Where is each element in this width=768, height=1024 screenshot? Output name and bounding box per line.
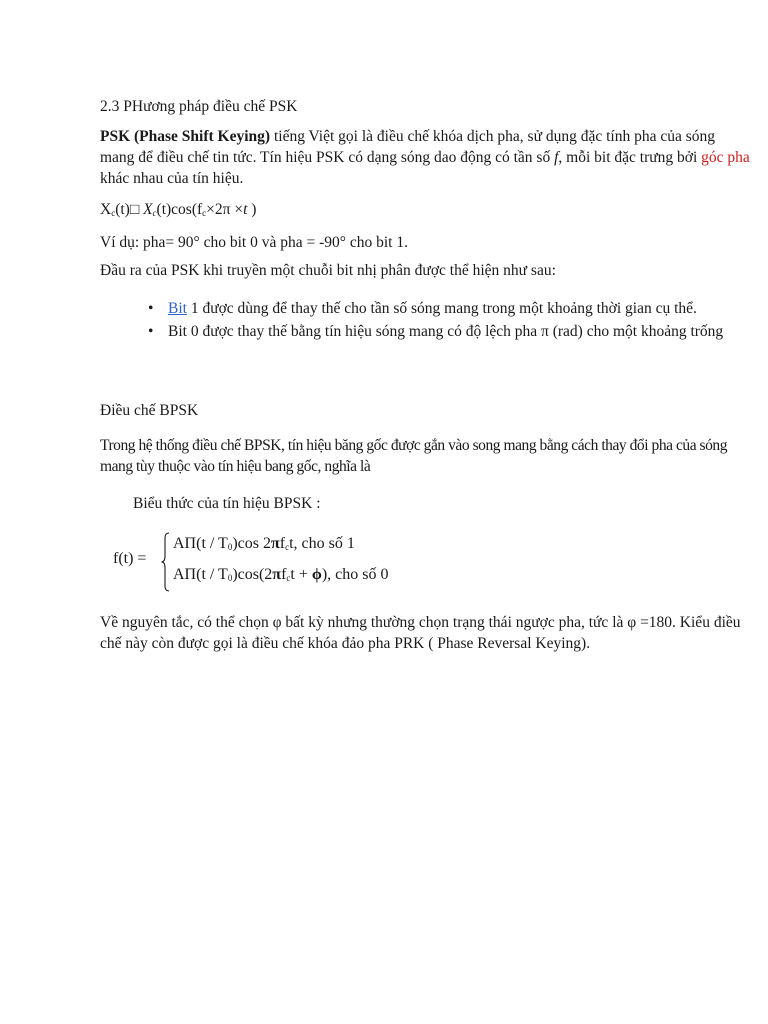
eq2-f: f: [281, 566, 287, 583]
conclusion-paragraph: Về nguyên tắc, có thể chọn φ bất kỳ nhưng thường chọn trạng thái ngược pha, tức là φ =180. Kiểu điều chế này còn được gọi là điều chế khóa đảo pha PRK ( Phase Reversal Keying).: [100, 614, 741, 652]
eq2-a: AΠ(t / T: [173, 566, 228, 583]
bullet-dot: •: [148, 323, 154, 340]
psk-formula: [100, 199, 750, 224]
eq2-b: )cos(2: [232, 566, 273, 583]
bpsk-paragraph: Trong hệ thống điều chế BPSK, tín hiệu băng gốc được gắn vào song mang bằng cách thay đổi pha của sóng mang tùy thuộc vào tín hiệu bang gốc, nghĩa là: [100, 437, 728, 475]
bullet-text: Bit 0 được thay thế bằng tín hiệu sóng mang có độ lệch pha π (rad) cho một khoảng trống: [168, 323, 724, 340]
formula-f-sub: c: [202, 208, 207, 218]
equation-row-bit-0: [173, 566, 389, 584]
eq1-f: f: [279, 535, 286, 552]
bpsk-heading: Điều chế BPSK: [100, 402, 199, 419]
example-line: Ví dụ: pha= 90° cho bit 0 và pha = -90° cho bit 1.: [100, 234, 408, 251]
eq2-pi: π: [272, 566, 282, 583]
formula-mid2: (t)cos(f: [156, 201, 203, 218]
section-heading: 2.3 PHương pháp điều chế PSK: [100, 98, 298, 115]
formula-close: ): [247, 201, 257, 218]
eq2-d: ), cho số 0: [321, 566, 389, 583]
bpsk-equation: [113, 532, 433, 592]
freq-symbol: f: [554, 149, 559, 166]
formula-mid: (t)□: [115, 201, 144, 218]
output-intro-line: Đầu ra của PSK khi truyền một chuỗi bit nhị phân được thể hiện như sau:: [100, 262, 556, 279]
equation-row-bit-1: [173, 535, 355, 553]
brace-symbol: [161, 532, 170, 592]
formula-x-sub: c: [111, 208, 116, 218]
eq1-pi: π: [270, 535, 280, 552]
eq2-c: t +: [290, 566, 312, 583]
eq2-fsub: c: [286, 573, 291, 583]
formula-x: X: [100, 201, 112, 218]
eq1-b: )cos 2: [232, 535, 271, 552]
intro-text-1: tiếng Việt gọi là điều chế khóa dịch pha, sử dụng đặc tính pha của sóng mang để điều chế tin tức. Tín hiệu PSK có dạng sóng dao động có tần số: [100, 128, 716, 166]
eq1-a: AΠ(t / T: [173, 535, 228, 552]
expression-label: Biểu thức của tín hiệu BPSK :: [133, 495, 321, 512]
bullet-text: 1 được dùng để thay thế cho tần số sóng mang trong một khoảng thời gian cụ thể.: [186, 300, 697, 317]
bullet-item-bit-0: [148, 321, 748, 342]
eq1-fsub: c: [285, 542, 290, 552]
eq1-sub: 0: [227, 542, 233, 552]
intro-text-3: khác nhau của tín hiệu.: [100, 170, 244, 187]
intro-text-2: , mỗi bit đặc trưng bởi: [558, 149, 702, 166]
phase-angle-highlight: góc pha: [701, 149, 750, 166]
psk-term: PSK (Phase Shift Keying): [100, 128, 271, 145]
equation-lhs: f(t) =: [113, 550, 147, 567]
bullet-dot: •: [148, 300, 154, 317]
formula-x2-sub: c: [152, 208, 157, 218]
eq2-sub: 0: [227, 573, 233, 583]
eq1-c: t, cho số 1: [289, 535, 355, 552]
bullet-item-bit-1: [148, 298, 748, 319]
formula-t: t: [243, 201, 248, 218]
psk-intro-paragraph: [100, 126, 750, 189]
eq2-phi: ϕ: [311, 566, 322, 583]
bit-bullet-list: [148, 298, 748, 344]
formula-end: ×2π ×: [206, 201, 244, 218]
bit-link[interactable]: Bit: [168, 300, 187, 317]
formula-x2: X: [143, 201, 153, 218]
